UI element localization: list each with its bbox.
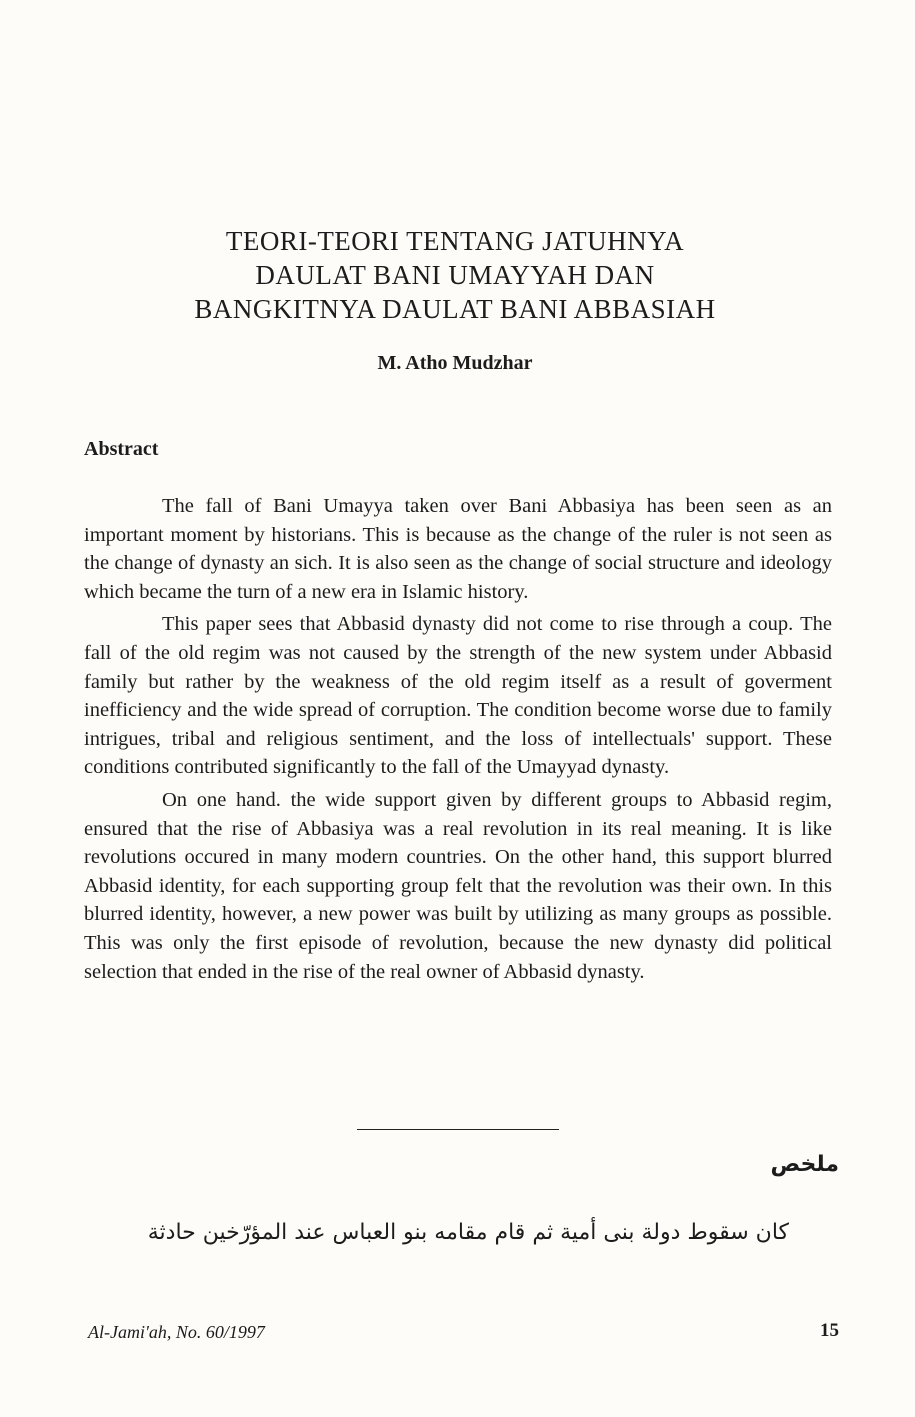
section-divider bbox=[357, 1129, 559, 1130]
abstract-heading: Abstract bbox=[84, 438, 159, 460]
title-line: TEORI-TEORI TENTANG JATUHNYA bbox=[225, 226, 685, 256]
arabic-summary-heading: ملخص bbox=[770, 1152, 839, 1177]
page-number: 15 bbox=[820, 1320, 839, 1341]
abstract-paragraph: On one hand. the wide support given by different groups to Abbasid regim, ensured that the rise of Abbasiya was a real revolution in its real meaning. It is like revolutions occured in many modern countries. On the other hand, this support blurred Abbasid identity, for each supporting group felt that the revolution was their own. In this blurred identity, however, a new power was built by utilizing as many groups as possible. This was only the first episode of revolution, because the new dynasty did political selection that ended in the rise of the real owner of Abbasid dynasty. bbox=[84, 788, 832, 983]
abstract-body bbox=[84, 492, 832, 990]
footer-journal-citation: Al-Jami'ah, No. 60/1997 bbox=[88, 1322, 265, 1342]
abstract-paragraph: This paper sees that Abbasid dynasty did not come to rise through a coup. The fall of the old regim was not caused by the strength of the new system under Abbasid family but rather by the weakness of the old regim itself as a result of goverment inefficiency and the wide spread of corruption. The condition become worse due to family intrigues, tribal and religious sentiment, and the loss of intellectuals' support. These conditions contributed significantly to the fall of the Umayyad dynasty. bbox=[84, 613, 832, 779]
author-name: M. Atho Mudzhar bbox=[377, 352, 533, 374]
arabic-summary-text: كان سقوط دولة بنى أمية ثم قام مقامه بنو العباس عند المؤرّخين حادثة bbox=[147, 1220, 789, 1245]
article-title bbox=[100, 224, 810, 326]
title-line: DAULAT BANI UMAYYAH DAN bbox=[255, 260, 655, 290]
abstract-paragraph: The fall of Bani Umayya taken over Bani Abbasiya has been seen as an important moment by historians. This is because as the change of the ruler is not seen as the change of dynasty an sich. It is also seen as the change of social structure and ideology which became the turn of a new era in Islamic history. bbox=[84, 495, 832, 603]
title-line: BANGKITNYA DAULAT BANI ABBASIAH bbox=[194, 294, 716, 324]
